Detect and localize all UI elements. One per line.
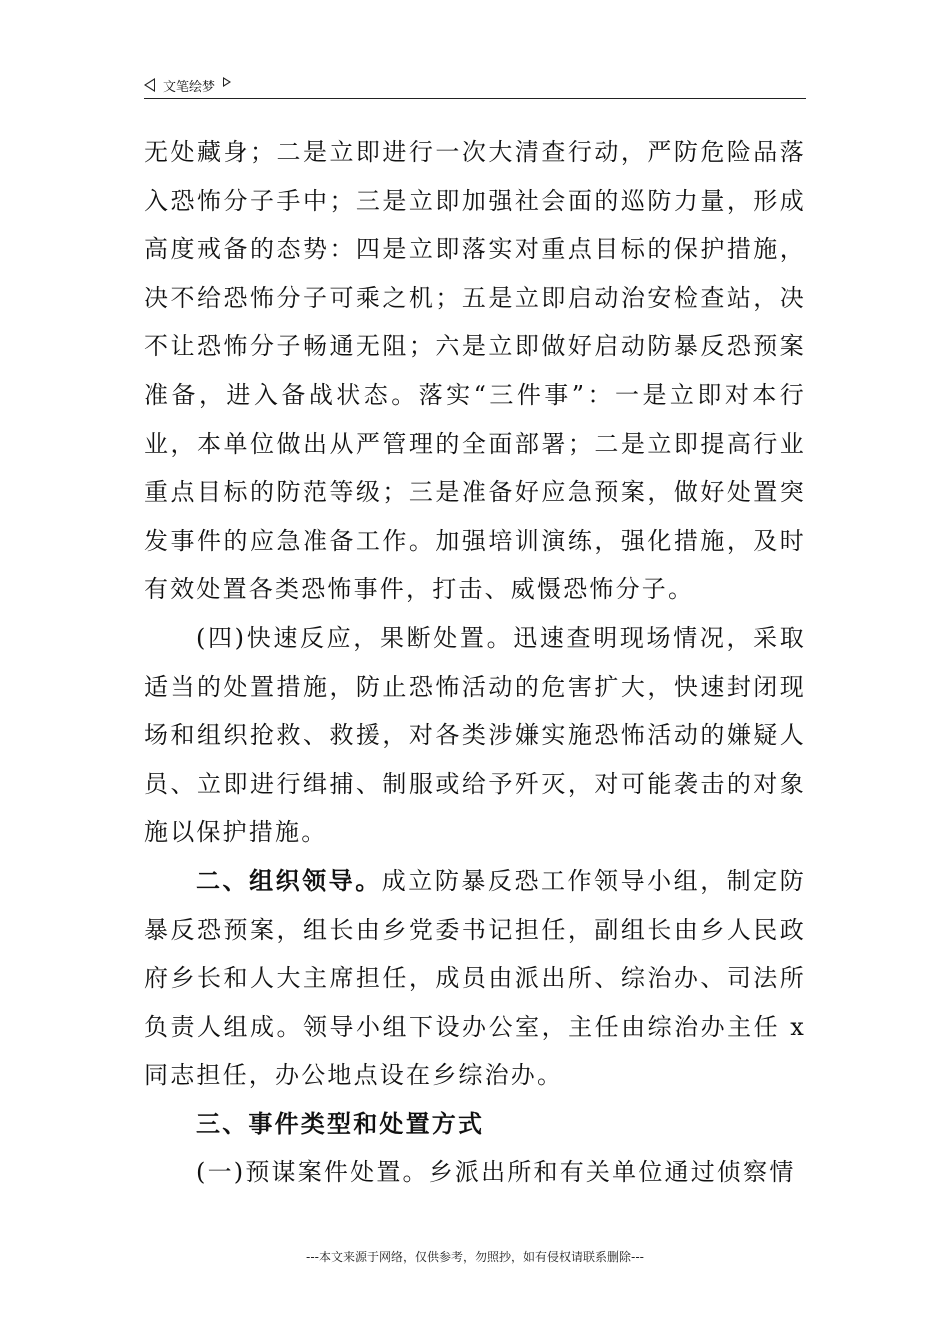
- triangle-left-icon: [144, 78, 155, 92]
- triangle-right-icon: [223, 77, 231, 87]
- paragraph-2: [144, 614, 806, 857]
- paragraph-3-text: 成立防暴反恐工作领导小组，制定防暴反恐预案，组长由乡党委书记担任，副组长由乡人民政府乡长和人大主席担任，成员由派出所、综治办、司法所负责人组成。领导小组下设办公室，主任由综治办主任 x 同志担任，办公地点设在乡综治办。: [144, 866, 807, 1090]
- paragraph-1-text: 无处藏身；二是立即进行一次大清查行动，严防危险品落入恐怖分子手中；三是立即加强社会面的巡防力量，形成高度戒备的态势：四是立即落实对重点目标的保护措施，决不给恐怖分子可乘之机；五是立即启动治安检查站，决不让恐怖分子畅通无阻；六是立即做好启动防暴反恐预案准备，进入备战状态。落实“三件事”：一是立即对本行业，本单位做出从严管理的全面部署；二是立即提高行业重点目标的防范等级；三是准备好应急预案，做好处置突发事件的应急准备工作。加强培训演练，强化措施，及时有效处置各类恐怖事件，打击、威慑恐怖分子。: [144, 138, 806, 604]
- section-heading-event-types-text: 三、事件类型和处置方式: [196, 1108, 485, 1138]
- page-footer: [0, 1248, 950, 1265]
- paragraph-3: [144, 857, 806, 1100]
- section-heading-event-types: [144, 1100, 806, 1149]
- paragraph-5: [144, 1148, 806, 1197]
- section-heading-organization: 二、组织领导。: [196, 865, 382, 895]
- document-body: [144, 128, 806, 1197]
- header-title: 文笔绘梦: [163, 79, 216, 95]
- page-header: [144, 72, 806, 99]
- paragraph-2-text: (四)快速反应，果断处置。迅速查明现场情况，采取适当的处置措施，防止恐怖活动的危害扩大，快速封闭现场和组织抢救、救援，对各类涉嫌实施恐怖活动的嫌疑人员、立即进行缉捕、制服或给予歼灭，对可能袭击的对象施以保护措施。: [144, 623, 806, 847]
- paragraph-1: [144, 128, 806, 614]
- footer-disclaimer: ---本文来源于网络，仅供参考，勿照抄，如有侵权请联系删除---: [306, 1250, 644, 1264]
- paragraph-5-text: (一)预谋案件处置。乡派出所和有关单位通过侦察情: [196, 1158, 796, 1187]
